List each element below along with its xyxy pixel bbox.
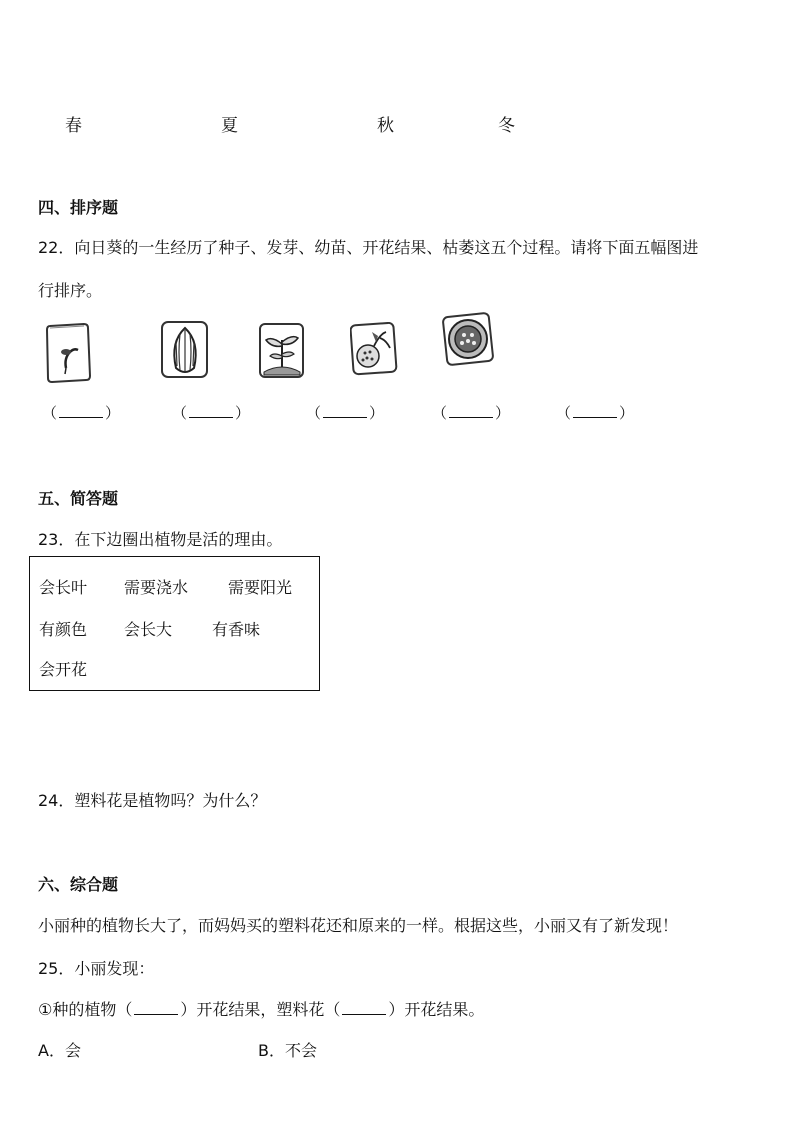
answer-blank-4[interactable]: （ ） bbox=[432, 404, 511, 422]
seedling-image bbox=[258, 322, 306, 384]
answer-blank-1[interactable]: （ ） bbox=[42, 404, 121, 422]
seed-image bbox=[160, 320, 210, 384]
reason-item[interactable]: 需要浇水 bbox=[124, 578, 189, 597]
reason-item[interactable]: 有颜色 bbox=[39, 620, 88, 639]
question-23: 23．在下边圈出植物是活的理由。 bbox=[38, 530, 283, 549]
option-a[interactable]: A．会 bbox=[38, 1041, 81, 1060]
answer-blank-plant[interactable] bbox=[134, 1014, 178, 1015]
section-5-title: 五、简答题 bbox=[38, 489, 119, 508]
reason-item[interactable]: 需要阳光 bbox=[228, 578, 293, 597]
section-4-title: 四、排序题 bbox=[38, 198, 119, 217]
withered-image bbox=[350, 322, 398, 380]
question-25-part-1: ①种的植物（ ）开花结果，塑料花（ ）开花结果。 bbox=[38, 1000, 485, 1019]
answer-blank-2[interactable]: （ ） bbox=[172, 404, 251, 422]
season-spring: 春 bbox=[65, 116, 82, 136]
reason-item[interactable]: 会长大 bbox=[124, 620, 173, 639]
question-25: 25．小丽发现： bbox=[38, 959, 155, 978]
flower-image bbox=[442, 312, 496, 372]
season-autumn: 秋 bbox=[377, 116, 394, 136]
question-22-line-1: 22．向日葵的一生经历了种子、发芽、幼苗、开花结果、枯萎这五个过程。请将下面五幅图进 bbox=[38, 238, 699, 257]
answer-blank-5[interactable]: （ ） bbox=[556, 404, 635, 422]
question-24: 24．塑料花是植物吗？为什么？ bbox=[38, 791, 267, 810]
option-b[interactable]: B．不会 bbox=[258, 1041, 317, 1060]
answer-blank-3[interactable]: （ ） bbox=[306, 404, 385, 422]
reason-item[interactable]: 有香味 bbox=[212, 620, 261, 639]
sprout-image bbox=[44, 320, 92, 388]
section-6-intro: 小丽种的植物长大了，而妈妈买的塑料花还和原来的一样。根据这些，小丽又有了新发现！ bbox=[38, 916, 679, 935]
season-winter: 冬 bbox=[498, 116, 515, 136]
section-6-title: 六、综合题 bbox=[38, 875, 119, 894]
answer-blank-plastic[interactable] bbox=[342, 1014, 386, 1015]
reason-item[interactable]: 会长叶 bbox=[39, 578, 88, 597]
reason-item[interactable]: 会开花 bbox=[39, 660, 88, 679]
question-22-line-2: 行排序。 bbox=[38, 281, 103, 300]
reasons-box bbox=[29, 556, 320, 691]
season-summer: 夏 bbox=[221, 116, 238, 136]
